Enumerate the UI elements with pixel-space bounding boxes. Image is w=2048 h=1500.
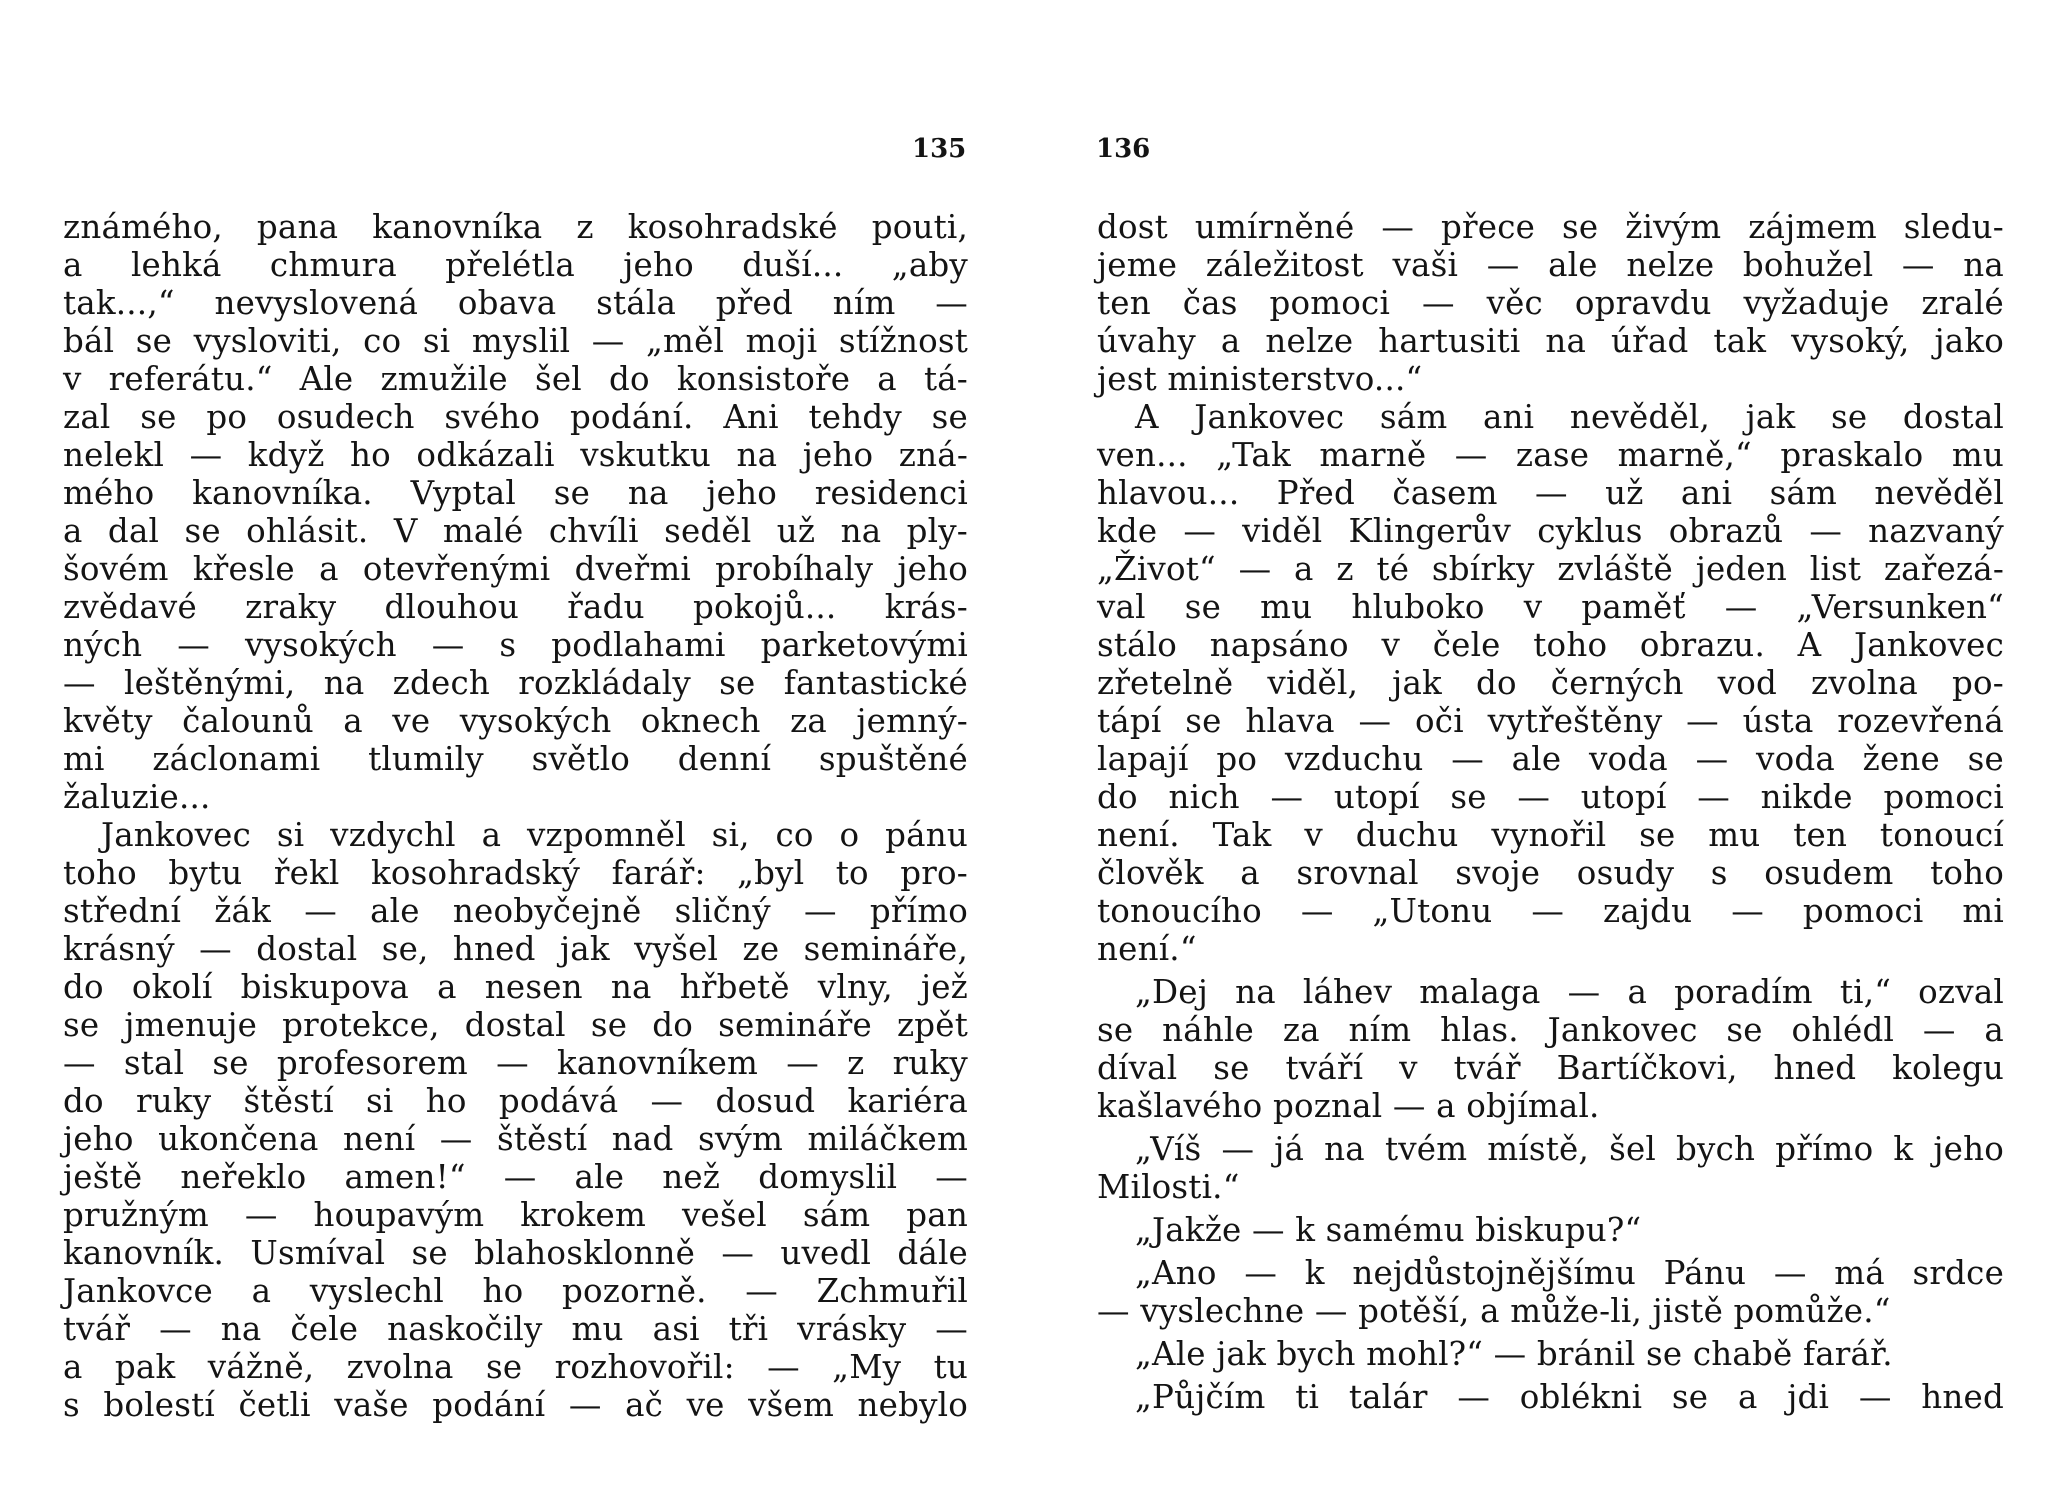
text-line: tápí se hlava — oči vytřeštěny — ústa rozevřená	[1097, 702, 2004, 740]
text-line: úvahy a nelze hartusiti na úřad tak vysoký, jako	[1097, 322, 2004, 360]
page-number: 135	[912, 134, 967, 164]
text-line: „Jakže — k samému biskupu?“	[1135, 1211, 1642, 1249]
text-line: — leštěnými, na zdech rozkládaly se fantastické	[63, 664, 968, 702]
text-line: do ruky štěstí si ho podává — dosud kariéra	[63, 1082, 968, 1120]
text-line: tvář — na čele naskočily mu asi tři vrásky —	[63, 1310, 968, 1348]
text-line: kašlavého poznal — a objímal.	[1097, 1087, 1600, 1125]
text-line: val se mu hluboko v paměť — „Versunken“	[1097, 588, 2004, 626]
text-line: tonoucího — „Utonu — zajdu — pomoci mi	[1097, 892, 2004, 930]
text-line: není.“	[1097, 930, 1197, 968]
text-line: „Půjčím ti talár — oblékni se a jdi — hned	[1135, 1378, 2004, 1416]
text-line: ještě neřeklo amen!“ — ale než domyslil —	[63, 1158, 968, 1196]
right-page	[1024, 0, 2048, 1500]
text-line: — vyslechne — potěší, a může-li, jistě pomůže.“	[1097, 1292, 1891, 1330]
text-line: „Víš — já na tvém místě, šel bych přímo k jeho	[1135, 1130, 2004, 1168]
text-line: kanovník. Usmíval se blahosklonně — uvedl dále	[63, 1234, 968, 1272]
text-line: dost umírněné — přece se živým zájmem sledu-	[1097, 208, 2004, 246]
text-line: A Jankovec sám ani nevěděl, jak se dostal	[1135, 398, 2004, 436]
text-line: hlavou... Před časem — už ani sám nevěděl	[1097, 474, 2004, 512]
text-line: do nich — utopí se — utopí — nikde pomoci	[1097, 778, 2004, 816]
text-column	[1097, 208, 2004, 1416]
text-line: „Ano — k nejdůstojnějšímu Pánu — má srdce	[1135, 1254, 2004, 1292]
text-line: „Dej na láhev malaga — a poradím ti,“ ozval	[1135, 973, 2004, 1011]
text-line: v referátu.“ Ale zmužile šel do konsistoře a tá-	[63, 360, 968, 398]
text-line: Jankovce a vyslechl ho pozorně. — Zchmuřil	[63, 1272, 968, 1310]
left-page	[0, 0, 1000, 1500]
text-line: „Život“ — a z té sbírky zvláště jeden list zařezá-	[1097, 550, 2004, 588]
text-line: kde — viděl Klingerův cyklus obrazů — nazvaný	[1097, 512, 2004, 550]
text-line: jeho ukončena není — štěstí nad svým miláčkem	[63, 1120, 968, 1158]
text-line: tak...,“ nevyslovená obava stála před ním —	[63, 284, 968, 322]
text-line: stálo napsáno v čele toho obrazu. A Jankovec	[1097, 626, 2004, 664]
text-line: střední žák — ale neobyčejně sličný — přímo	[63, 892, 968, 930]
text-line: nelekl — když ho odkázali vskutku na jeho zná-	[63, 436, 968, 474]
text-line: pružným — houpavým krokem vešel sám pan	[63, 1196, 968, 1234]
text-line: květy čalounů a ve vysokých oknech za jemný-	[63, 702, 968, 740]
text-line: se náhle za ním hlas. Jankovec se ohlédl — a	[1097, 1011, 2004, 1049]
text-line: známého, pana kanovníka z kosohradské pouti,	[63, 208, 968, 246]
text-line: a lehká chmura přelétla jeho duší... „aby	[63, 246, 968, 284]
text-line: se jmenuje protekce, dostal se do semináře zpět	[63, 1006, 968, 1044]
text-line: Milosti.“	[1097, 1168, 1240, 1206]
text-line: „Ale jak bych mohl?“ — bránil se chabě farář.	[1135, 1335, 1893, 1373]
text-line: mého kanovníka. Vyptal se na jeho residenci	[63, 474, 968, 512]
text-line: zal se po osudech svého podání. Ani tehdy se	[63, 398, 968, 436]
page-number: 136	[1096, 134, 1151, 164]
text-line: a dal se ohlásit. V malé chvíli seděl už na ply-	[63, 512, 968, 550]
text-line: krásný — dostal se, hned jak vyšel ze semináře,	[63, 930, 968, 968]
text-line: žaluzie...	[63, 778, 211, 816]
text-line: bál se vysloviti, co si myslil — „měl moji stížnost	[63, 322, 968, 360]
text-line: zřetelně viděl, jak do černých vod zvolna po-	[1097, 664, 2004, 702]
text-line: lapají po vzduchu — ale voda — voda žene se	[1097, 740, 2004, 778]
text-line: mi záclonami tlumily světlo denní spuštěné	[63, 740, 968, 778]
text-line: šovém křesle a otevřenými dveřmi probíhaly jeho	[63, 550, 968, 588]
text-column	[63, 208, 968, 1424]
text-line: do okolí biskupova a nesen na hřbetě vlny, jež	[63, 968, 968, 1006]
text-line: s bolestí četli vaše podání — ač ve všem nebylo	[63, 1386, 968, 1424]
text-line: — stal se profesorem — kanovníkem — z ruky	[63, 1044, 968, 1082]
text-line: ven... „Tak marně — zase marně,“ praskalo mu	[1097, 436, 2004, 474]
text-line: toho bytu řekl kosohradský farář: „byl to pro-	[63, 854, 968, 892]
text-line: a pak vážně, zvolna se rozhovořil: — „My tu	[63, 1348, 968, 1386]
text-line: Jankovec si vzdychl a vzpomněl si, co o pánu	[101, 816, 968, 854]
text-line: člověk a srovnal svoje osudy s osudem toho	[1097, 854, 2004, 892]
text-line: zvědavé zraky dlouhou řadu pokojů... krás-	[63, 588, 968, 626]
text-line: jeme záležitost vaši — ale nelze bohužel — na	[1097, 246, 2004, 284]
text-line: jest ministerstvo...“	[1097, 360, 1423, 398]
text-line: není. Tak v duchu vynořil se mu ten tonoucí	[1097, 816, 2004, 854]
text-line: díval se tváří v tvář Bartíčkovi, hned kolegu	[1097, 1049, 2004, 1087]
text-line: ných — vysokých — s podlahami parketovými	[63, 626, 968, 664]
text-line: ten čas pomoci — věc opravdu vyžaduje zralé	[1097, 284, 2004, 322]
